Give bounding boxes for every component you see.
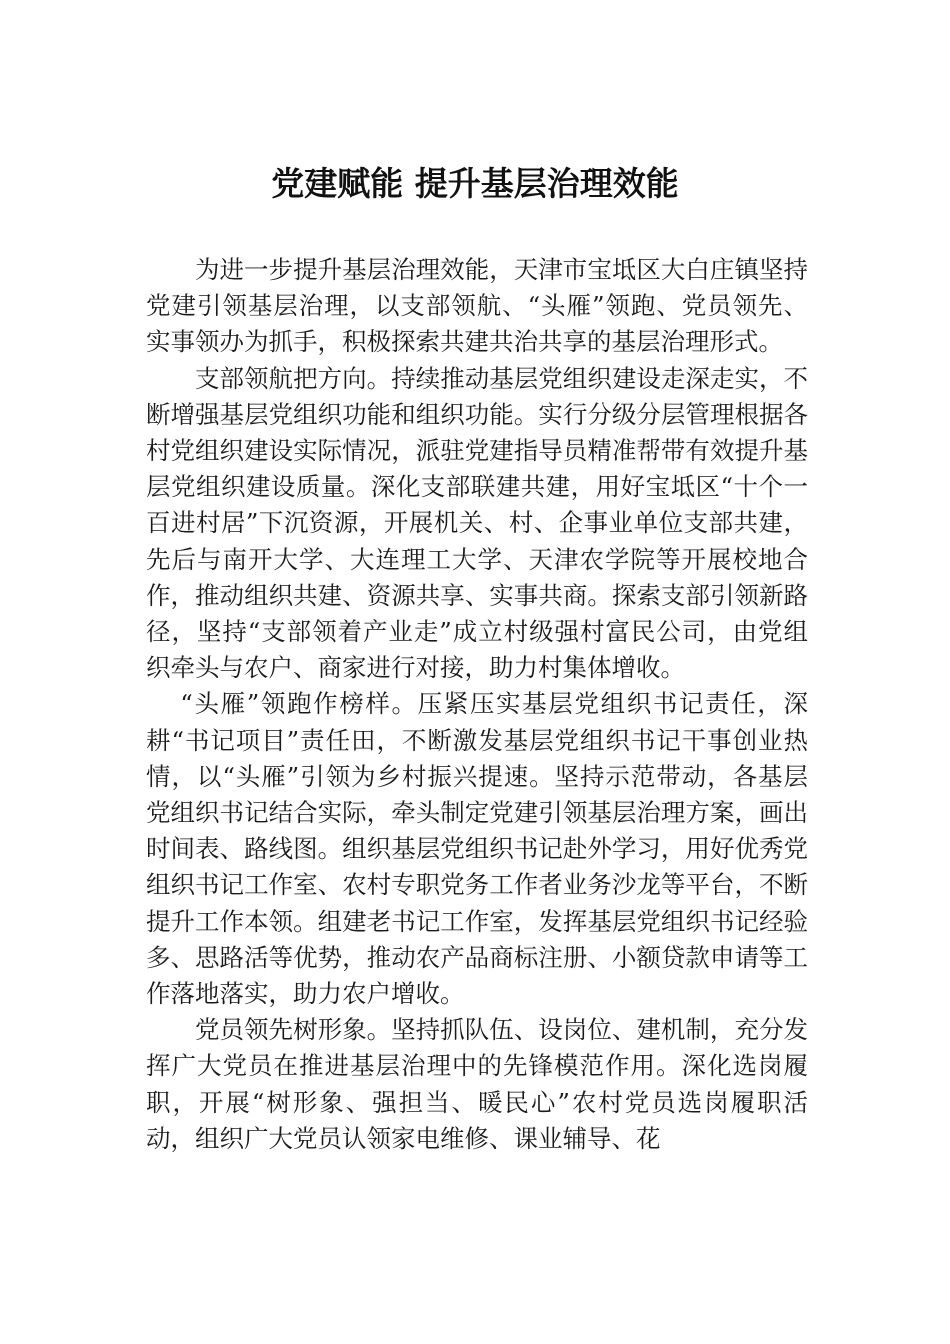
paragraph-leader-goose: “头雁”领跑作榜样。压紧压实基层党组织书记责任，深耕“书记项目”责任田，不断激发基层党组织书记干事创业热情，以“头雁”引领为乡村振兴提速。坚持示范带动，各基层党组织书记结合实际，牵头制定党建引领基层治理方案，画出时间表、路线图。组织基层党组织书记赴外学习，用好优秀党组织书记工作室、农村专职党务工作者业务沙龙等平台，不断提升工作本领。组建老书记工作室，发挥基层党组织书记经验多、思路活等优势，推动农产品商标注册、小额贷款申请等工作落地落实，助力农户增收。 bbox=[146, 689, 808, 1009]
paragraph-party-members: 党员领先树形象。坚持抓队伍、设岗位、建机制，充分发挥广大党员在推进基层治理中的先锋模范作用。深化选岗履职，开展“树形象、强担当、暖民心”农村党员选岗履职活动，组织广大党员认领家电维修、课业辅导、花 bbox=[146, 1015, 808, 1153]
paragraph-intro: 为进一步提升基层治理效能，天津市宝坻区大白庄镇坚持党建引领基层治理，以支部领航、“头雁”领跑、党员领先、实事领办为抓手，积极探索共建共治共享的基层治理形式。 bbox=[146, 255, 808, 357]
paragraph-branch-leading: 支部领航把方向。持续推动基层党组织建设走深走实，不断增强基层党组织功能和组织功能。实行分级分层管理根据各村党组织建设实际情况，派驻党建指导员精准帮带有效提升基层党组织建设质量。深化支部联建共建，用好宝坻区“十个一百进村居”下沉资源，开展机关、村、企事业单位支部共建，先后与南开大学、大连理工大学、天津农学院等开展校地合作，推动组织共建、资源共享、实事共商。探索支部引领新路径，坚持“支部领着产业走”成立村级强村富民公司，由党组织牵头与农户、商家进行对接，助力村集体增收。 bbox=[146, 363, 808, 683]
document-body bbox=[146, 252, 808, 1157]
document-title: 党建赋能 提升基层治理效能 bbox=[271, 164, 679, 203]
